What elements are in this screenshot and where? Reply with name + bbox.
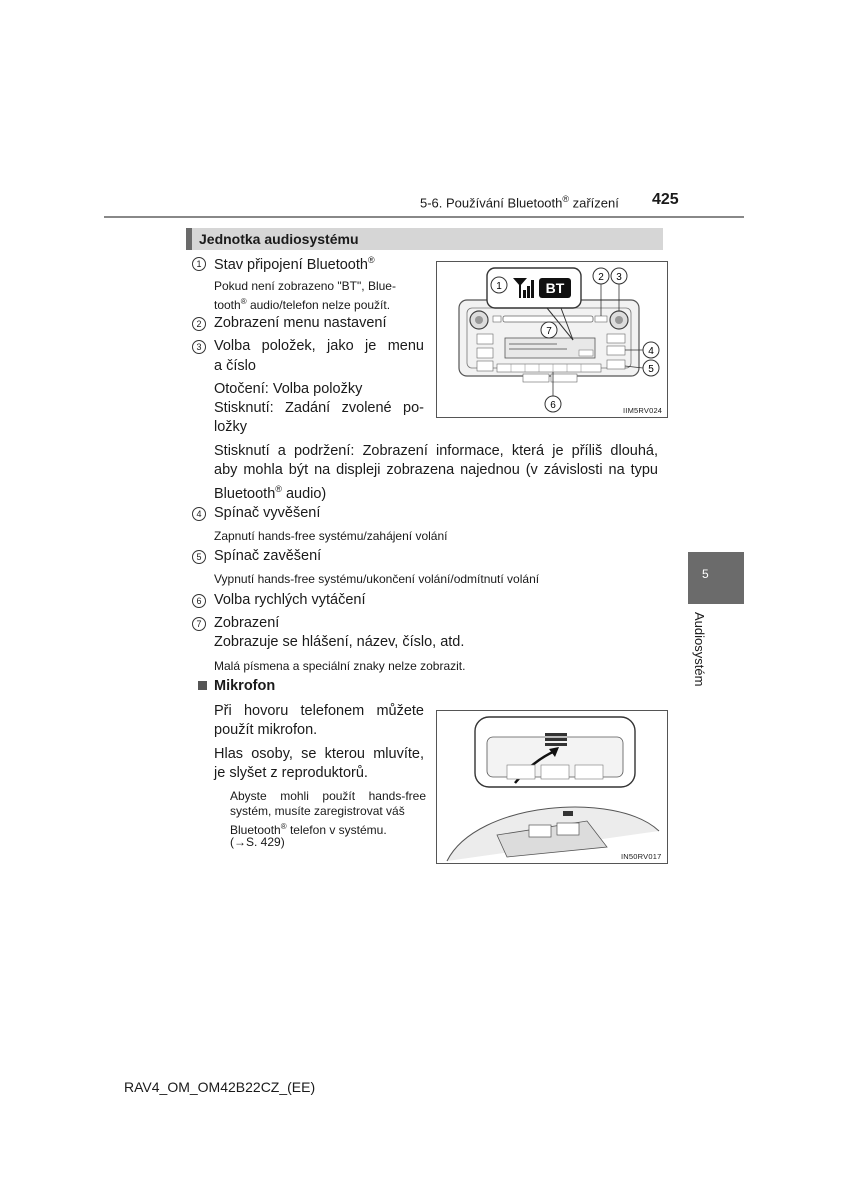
item-number-1: 1 [192,257,206,271]
microphone-illustration [437,711,667,863]
section-heading-bar [186,228,663,250]
audio-unit-figure [436,261,668,418]
item-3-title-line2: a číslo [214,358,256,374]
item-3-turn: Otočení: Volba položky [214,381,363,397]
microphone-figure [436,710,668,864]
mic-note-line2: systém, musíte zaregistrovat váš [230,804,405,818]
section-heading: Jednotka audiosystému [199,231,359,247]
item-number-4: 4 [192,507,206,521]
item-4-desc: Zapnutí hands-free systému/zahájení volání [214,529,448,543]
svg-text:6: 6 [550,400,556,411]
item-3-title-line1: Volba položek, jako je menu [214,338,424,354]
item-5-desc: Vypnutí hands-free systému/ukončení volání/odmítnutí volání [214,572,540,586]
item-3-press-line2: ložky [214,419,248,435]
item-3-hold-line1: Stisknutí a podržení: Zobrazení informace, která je příliš dlouhá, [214,443,658,459]
item-1-note-line2: tooth® audio/telefon nelze použít. [214,297,391,312]
mic-p2-line2: je slyšet z reproduktorů. [214,765,368,781]
item-3-press-line1: Stisknutí: Zadání zvolené po- [214,400,424,416]
document-code: RAV4_OM_OM42B22CZ_(EE) [124,1079,316,1095]
item-7-title: Zobrazení [214,615,280,631]
item-number-6: 6 [192,594,206,608]
item-2-title: Zobrazení menu nastavení [214,315,387,331]
item-number-7: 7 [192,617,206,631]
svg-text:3: 3 [616,272,622,283]
mic-note-line1: Abyste mohli použít hands-free [230,789,426,803]
item-number-2: 2 [192,317,206,331]
item-7-desc: Zobrazuje se hlášení, název, číslo, atd. [214,634,465,650]
chapter-tab [688,552,744,604]
mic-p1-line2: použít mikrofon. [214,722,318,738]
mic-note-line3: Bluetooth® telefon v systému. [230,822,387,837]
item-3-hold-line2: aby mohla být na displeji zobrazena najednou (v závislosti na typu [214,462,658,478]
item-5-title: Spínač zavěšení [214,548,322,564]
item-7-note: Malá písmena a speciální znaky nelze zobrazit. [214,659,466,673]
svg-text:5: 5 [648,364,654,375]
item-number-5: 5 [192,550,206,564]
item-4-title: Spínač vyvěšení [214,505,321,521]
square-bullet-icon [198,681,207,690]
item-number-3: 3 [192,340,206,354]
item-1-note-line1: Pokud není zobrazeno "BT", Blue- [214,279,396,293]
audio-unit-illustration [437,262,667,417]
item-3-hold-line3: Bluetooth® audio) [214,484,327,502]
mic-p2-line1: Hlas osoby, se kterou mluvíte, [214,746,424,762]
item-6-title: Volba rychlých vytáčení [214,592,366,608]
svg-text:2: 2 [598,272,604,283]
svg-text:7: 7 [546,326,552,337]
chapter-label: Audiosystém [692,612,707,687]
chapter-number: 5 [702,567,709,581]
mic-figure-caption: IN50RV017 [621,852,662,861]
page-number: 425 [652,191,679,208]
section-heading-accent [186,228,192,250]
mic-p1-line1: Při hovoru telefonem můžete [214,703,424,719]
running-header: 5-6. Používání Bluetooth® zařízení [420,194,619,211]
audio-figure-caption: IIM5RV024 [623,406,663,415]
svg-text:4: 4 [648,346,654,357]
mic-title: Mikrofon [214,678,276,694]
bt-indicator-icon: BT [545,280,565,296]
header-divider [104,216,744,218]
item-1-title: Stav připojení Bluetooth® [214,255,375,273]
svg-text:1: 1 [496,281,502,292]
mic-note-line4: (→S. 429) [230,835,285,849]
